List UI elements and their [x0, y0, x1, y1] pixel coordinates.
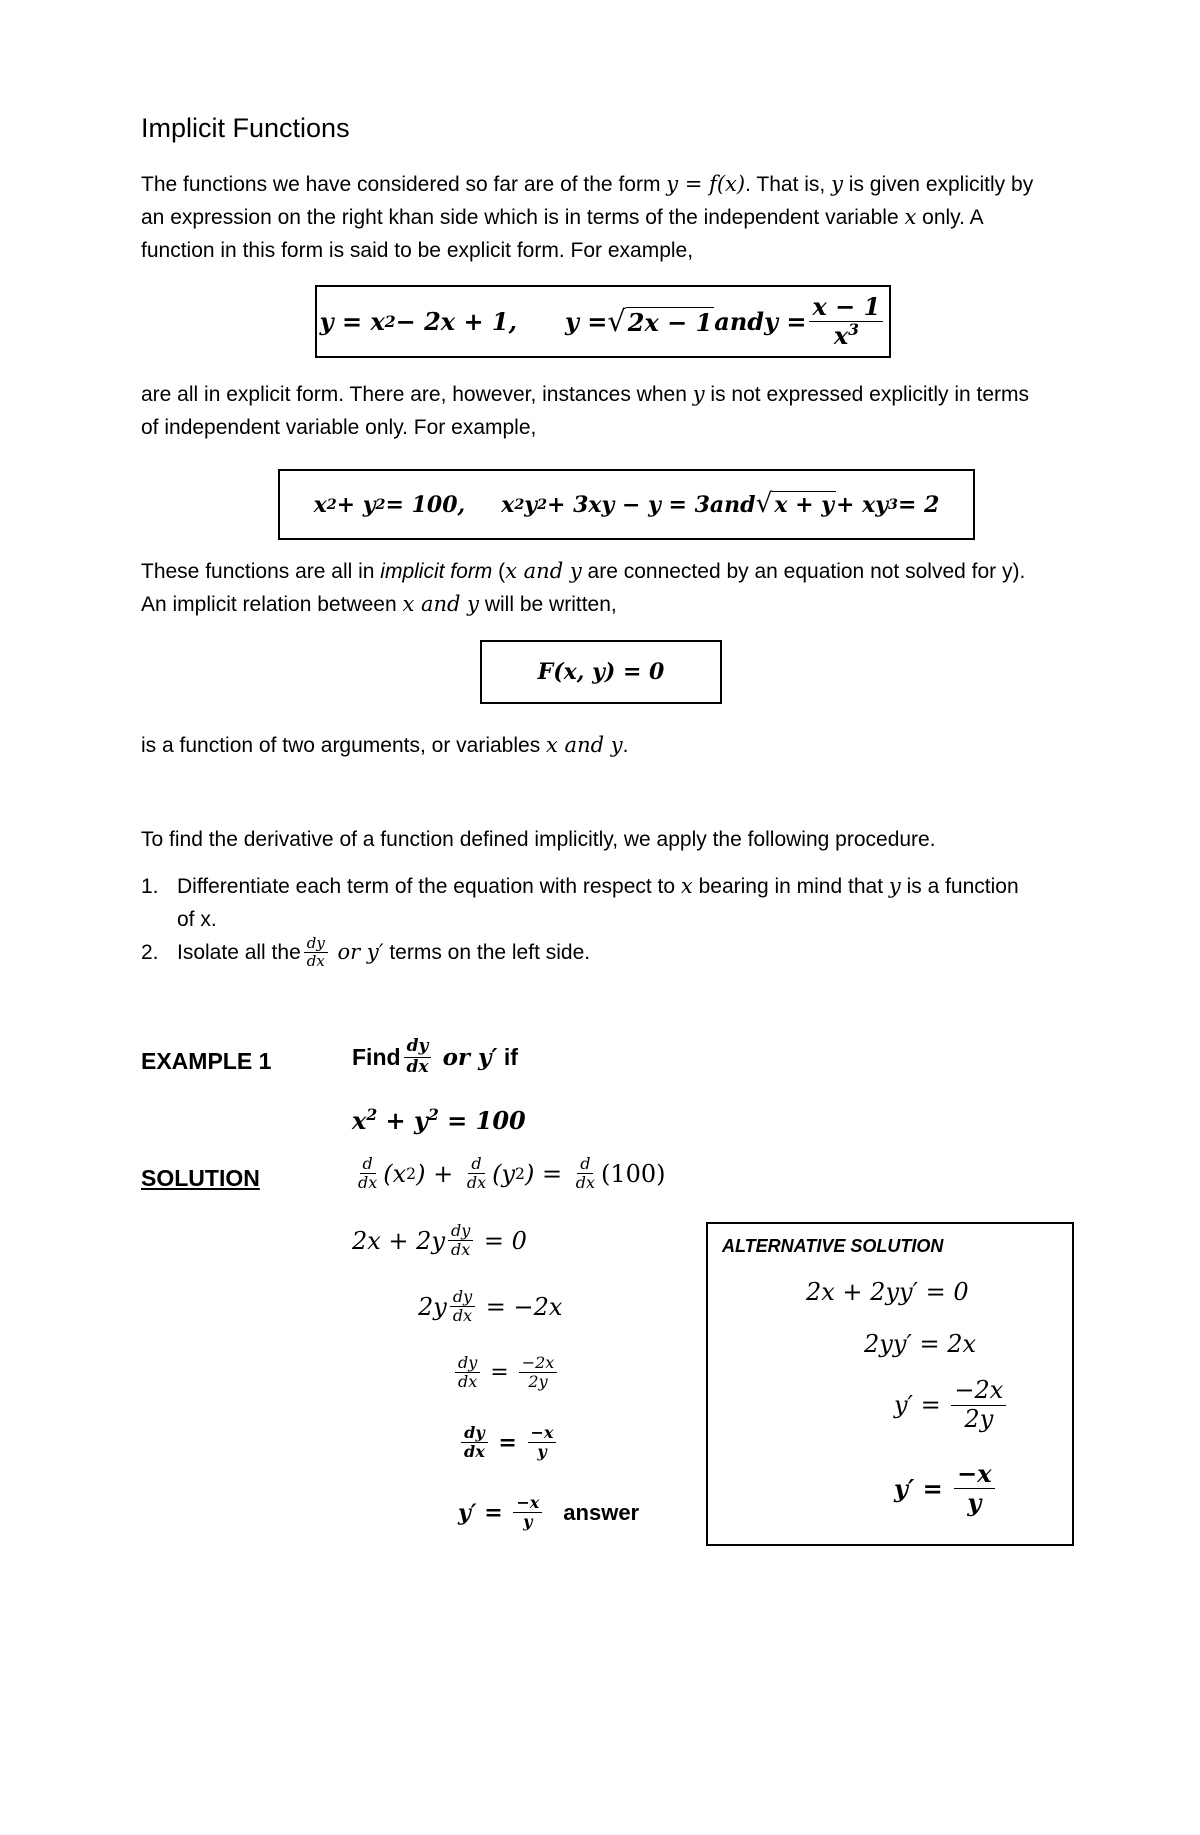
fraction: $\frac{dy}{dx}$	[455, 1354, 480, 1392]
explicit-examples-box	[315, 285, 891, 358]
example-question: Find $\frac{dy}{dx}$ or y′ if	[352, 1036, 518, 1077]
paragraph-3	[141, 555, 1061, 621]
alt-step-1: 2x + 2yy′ = 0	[806, 1278, 969, 1306]
solution-label: SOLUTION	[141, 1165, 260, 1191]
fraction: $\frac{d}{dx}$	[358, 1154, 378, 1193]
example-given-equation: $x^2 + y^2 = 100$	[352, 1105, 526, 1135]
sqrt-expression: √ x + y	[755, 488, 835, 519]
solution-step-5: $\frac{dy}{dx}$ = $\frac{-x}{y}$	[458, 1424, 559, 1462]
solution-step-3: 2y $\frac{dy}{dx}$ = −2x	[418, 1287, 563, 1326]
fraction: $\frac{-x}{y}$	[513, 1494, 542, 1532]
procedure-step-2: 2. Isolate all the $\frac{dy}{dx}$ or y′ terms on the left side.	[141, 934, 591, 971]
para2-line-2: of independent variable only. For example,	[141, 416, 537, 439]
fraction: $\frac{dy}{dx}$	[448, 1222, 473, 1260]
alt-step-2: 2yy′ = 2x	[864, 1330, 977, 1358]
alternative-label: ALTERNATIVE SOLUTION	[722, 1236, 944, 1256]
implicit-relation: F(x, y) = 0	[537, 659, 665, 685]
answer-label: answer	[563, 1499, 640, 1525]
fraction: $\frac{dy}{dx}$	[404, 1037, 432, 1077]
paragraph-4: is a function of two arguments, or variables x and y.	[141, 733, 629, 757]
example-label: EXAMPLE 1	[141, 1048, 272, 1074]
intro-paragraph	[141, 168, 1061, 267]
page-title: Implicit Functions	[141, 113, 350, 143]
implicit-relation-box	[480, 640, 722, 704]
fraction: $\frac{dy}{dx}$	[450, 1288, 475, 1326]
alt-step-3: y′ = $\frac{-2x}{2y}$	[894, 1377, 1009, 1433]
fraction: $\frac{-2x}{2y}$	[519, 1354, 558, 1392]
explicit-equations: y = x 2 − 2x + 1, y = √ 2x − 1 and y = $\frac{x - 1}{x^3}$	[320, 293, 887, 349]
intro-line-2: an expression on the right khan side which is in terms of the independent variable x only. A	[141, 205, 984, 229]
solution-step-1: $\frac{d}{dx}$ (x 2 ) + $\frac{d}{dx}$ (y 2 ) = $\frac{d}{dx}$ (100)	[352, 1155, 666, 1193]
implicit-examples-box	[278, 469, 975, 540]
solution-answer: y′ = $\frac{-x}{y}$ answer	[458, 1493, 640, 1532]
para3-line-1: These functions are all in implicit form (x and y are connected by an equation not solved for y).	[141, 559, 1026, 583]
para2-line-1: are all in explicit form. There are, however, instances when y is not expressed explicitly in terms	[141, 382, 1030, 406]
paragraph-2	[141, 378, 1061, 444]
fraction: $\frac{x - 1}{x^3}$	[809, 293, 883, 349]
intro-line-1: The functions we have considered so far are of the form y = f(x). That is, y is given explicitly by	[141, 172, 1034, 196]
fraction: $\frac{-2x}{2y}$	[951, 1377, 1006, 1433]
fraction: $\frac{-x}{y}$	[528, 1424, 557, 1462]
implicit-equations: x 2 + y 2 = 100, x 2 y 2 + 3xy − y = 3 and √ x + y + xy 3 = 2	[313, 488, 940, 519]
fraction: $\frac{-x}{y}$	[954, 1460, 994, 1516]
fraction: $\frac{d}{dx}$	[575, 1154, 595, 1193]
fraction: $\frac{d}{dx}$	[466, 1154, 487, 1193]
alt-step-4: y′ = $\frac{-x}{y}$	[894, 1460, 998, 1516]
procedure-step-1-cont: of x.	[177, 908, 217, 931]
fraction: $\frac{dy}{dx}$	[461, 1424, 488, 1462]
fraction: $\frac{dy}{dx}$	[304, 935, 328, 971]
para3-line-2: An implicit relation between x and y will be written,	[141, 592, 617, 616]
procedure-intro: To find the derivative of a function defined implicitly, we apply the following procedure.	[141, 828, 936, 851]
solution-step-2: 2x + 2y $\frac{dy}{dx}$ = 0	[352, 1221, 527, 1260]
alternative-solution-box	[706, 1222, 1074, 1546]
solution-step-4: $\frac{dy}{dx}$ = $\frac{-2x}{2y}$	[452, 1354, 560, 1392]
procedure-step-1: 1. Differentiate each term of the equation with respect to x bearing in mind that y is a function of x.	[141, 870, 1061, 936]
intro-line-3: function in this form is said to be explicit form. For example,	[141, 239, 694, 262]
sqrt-expression: √ 2x − 1	[607, 303, 713, 338]
